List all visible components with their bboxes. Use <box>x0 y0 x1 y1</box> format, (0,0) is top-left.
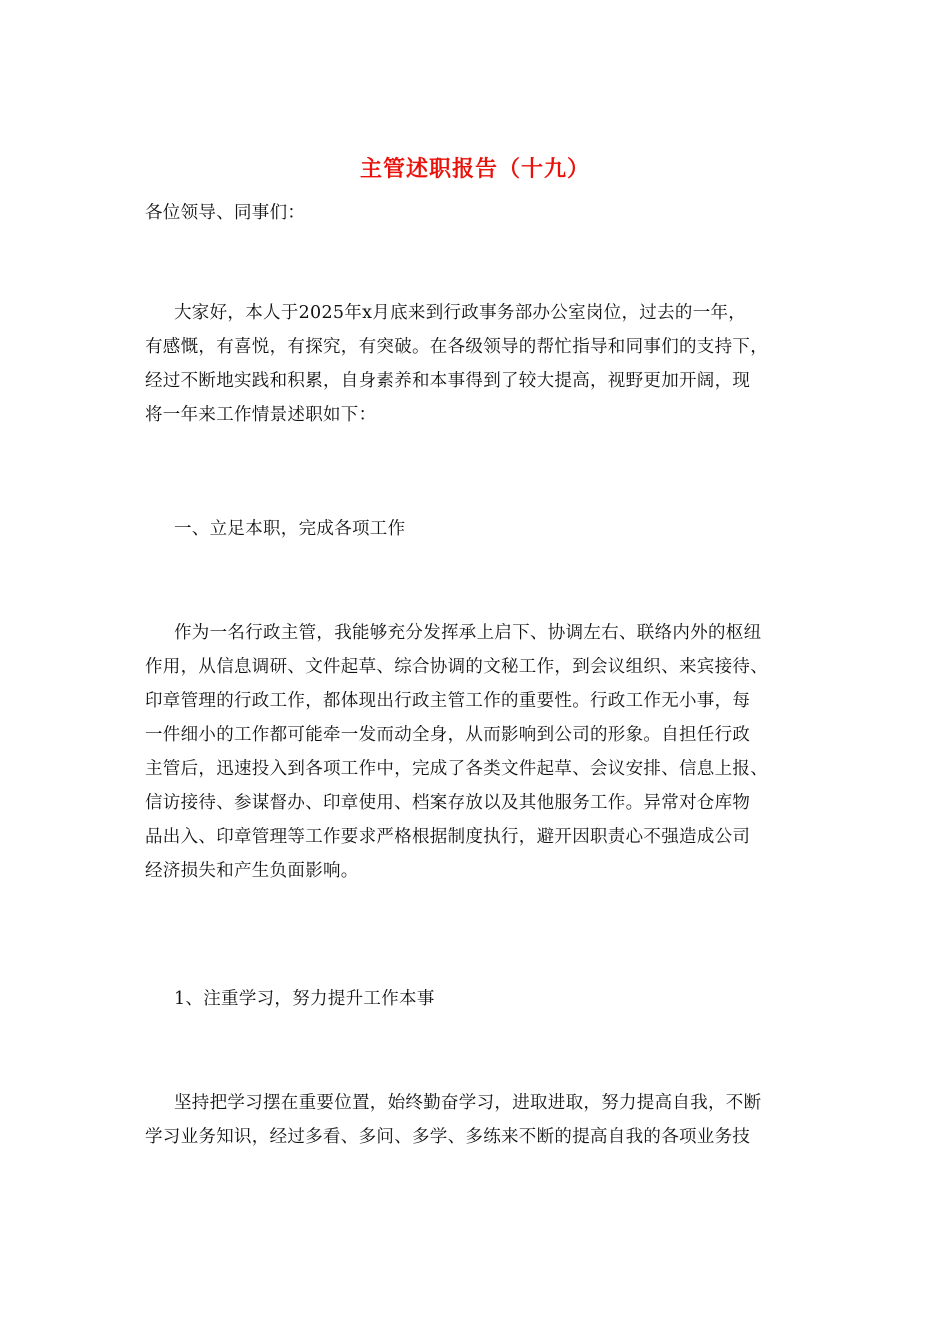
paragraph-line: 信访接待、参谋督办、印章使用、档案存放以及其他服务工作。异常对仓库物 <box>145 793 751 813</box>
section-heading-1 <box>145 512 805 546</box>
salutation <box>145 196 805 230</box>
paragraph-line: 经济损失和产生负面影响。 <box>145 861 359 881</box>
document-title: 主管述职报告（十九） <box>359 156 590 182</box>
paragraph-line: 一件细小的工作都可能牵一发而动全身，从而影响到公司的形象。自担任行政 <box>145 725 751 745</box>
paragraph-line: 大家好，本人于2025年x月底来到行政事务部办公室岗位，过去的一年， <box>174 303 747 323</box>
paragraph-line: 作用，从信息调研、文件起草、综合协调的文秘工作，到会议组织、来宾接待、 <box>145 657 768 677</box>
intro-paragraph <box>145 296 805 432</box>
paragraph-line: 主管后，迅速投入到各项工作中，完成了各类文件起草、会议安排、信息上报、 <box>145 759 768 779</box>
paragraph-line: 品出入、印章管理等工作要求严格根据制度执行，避开因职责心不强造成公司 <box>145 827 751 847</box>
paragraph-line: 学习业务知识，经过多看、多问、多学、多练来不断的提高自我的各项业务技 <box>145 1127 751 1147</box>
paragraph-line: 坚持把学习摆在重要位置，始终勤奋学习，进取进取，努力提高自我，不断 <box>174 1093 762 1113</box>
paragraph-line: 将一年来工作情景述职如下： <box>145 405 377 425</box>
heading-text: 一、立足本职，完成各项工作 <box>174 519 406 539</box>
heading-text: 1、注重学习，努力提升工作本事 <box>174 989 435 1009</box>
paragraph-line: 印章管理的行政工作，都体现出行政主管工作的重要性。行政工作无小事，每 <box>145 691 751 711</box>
paragraph-line: 经过不断地实践和积累，自身素养和本事得到了较大提高，视野更加开阔，现 <box>145 371 751 391</box>
section-2-paragraph <box>145 1086 805 1154</box>
paragraph-line: 作为一名行政主管，我能够充分发挥承上启下、协调左右、联络内外的枢纽 <box>174 623 762 643</box>
section-heading-2 <box>145 982 805 1016</box>
paragraph-line: 有感慨，有喜悦，有探究，有突破。在各级领导的帮忙指导和同事们的支持下， <box>145 337 768 357</box>
salutation-text: 各位领导、同事们： <box>145 203 306 223</box>
section-1-paragraph <box>145 616 805 888</box>
